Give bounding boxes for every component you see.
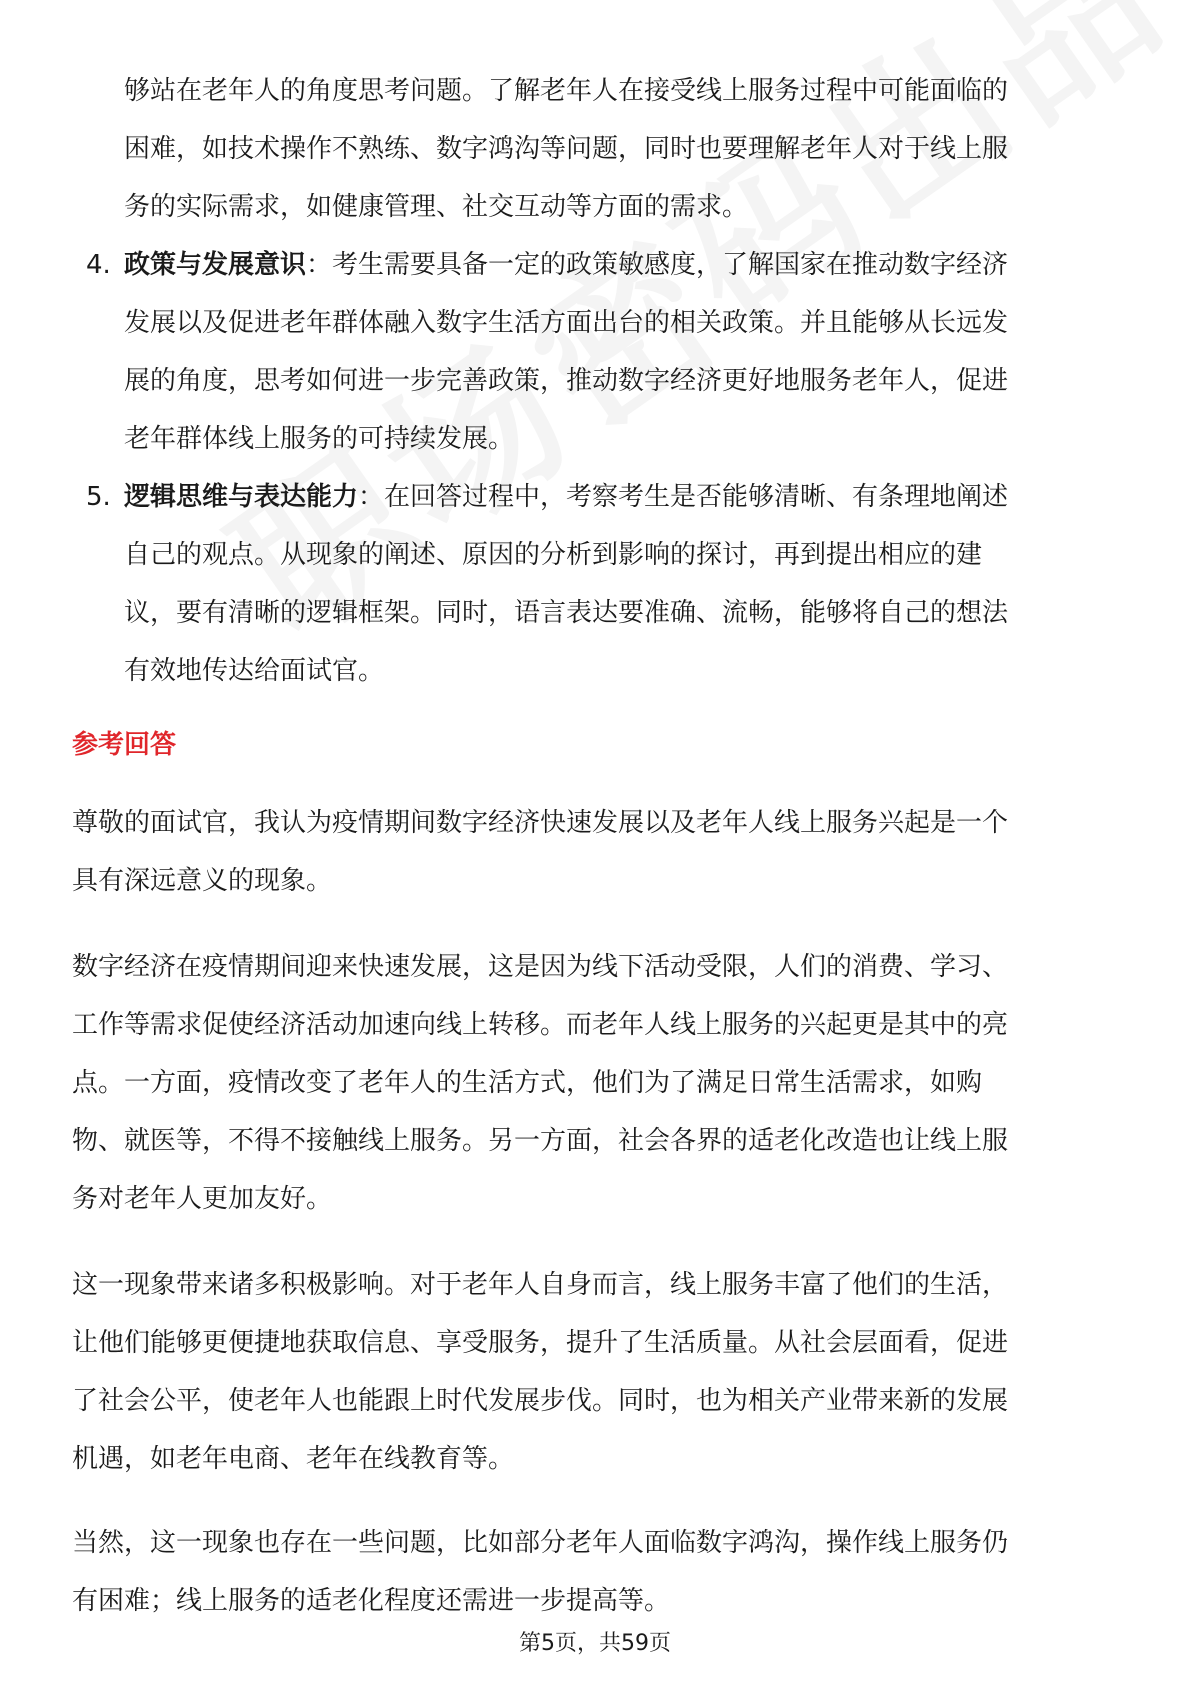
- paragraph-line: 让他们能够更便捷地获取信息、享受服务，提升了生活质量。从社会层面看，促进: [72, 1328, 1009, 1358]
- item5-line-3: 议，要有清晰的逻辑框架。同时，语言表达要准确、流畅，能够将自己的想法: [124, 598, 1009, 628]
- paragraph-line: 了社会公平，使老年人也能跟上时代发展步伐。同时，也为相关产业带来新的发展: [72, 1386, 1009, 1416]
- item5-first-line: ：在回答过程中，考察考生是否能够清晰、有条理地阐述: [358, 482, 1009, 512]
- paragraph-line: 工作等需求促使经济活动加速向线上转移。而老年人线上服务的兴起更是其中的亮: [72, 1010, 1009, 1040]
- paragraph-line: 机遇，如老年电商、老年在线教育等。: [72, 1444, 515, 1474]
- item4-first-line: ：考生需要具备一定的政策敏感度，了解国家在推动数字经济: [306, 250, 1009, 280]
- paragraph-line: 当然，这一现象也存在一些问题，比如部分老年人面临数字鸿沟，操作线上服务仍: [72, 1528, 1009, 1558]
- item3-line-1: 够站在老年人的角度思考问题。了解老年人在接受线上服务过程中可能面临的: [124, 76, 1009, 106]
- paragraph-line: 这一现象带来诸多积极影响。对于老年人自身而言，线上服务丰富了他们的生活，: [72, 1270, 1009, 1300]
- section-title: 参考回答: [72, 730, 177, 760]
- paragraph-line: 数字经济在疫情期间迎来快速发展，这是因为线下活动受限，人们的消费、学习、: [72, 952, 1009, 982]
- paragraph-4: [72, 1514, 1122, 1630]
- paragraph-2: [72, 938, 1122, 1228]
- item4-number: 4.: [86, 250, 111, 280]
- item4-line-2: 发展以及促进老年群体融入数字生活方面出台的相关政策。并且能够从长远发: [124, 308, 1009, 338]
- list-item-5: [72, 468, 1122, 526]
- criteria-list: [72, 62, 1122, 700]
- item3-line-2: 困难，如技术操作不熟练、数字鸿沟等问题，同时也要理解老年人对于线上服: [124, 134, 1009, 164]
- item5-line-2: 自己的观点。从现象的阐述、原因的分析到影响的探讨，再到提出相应的建: [124, 540, 983, 570]
- item4-title: 政策与发展意识: [124, 250, 307, 280]
- item4-line-3: 展的角度，思考如何进一步完善政策，推动数字经济更好地服务老年人，促进: [124, 366, 1009, 396]
- item4-line-4: 老年群体线上服务的可持续发展。: [124, 424, 515, 454]
- item5-number: 5.: [86, 482, 111, 512]
- paragraph-line: 点。一方面，疫情改变了老年人的生活方式，他们为了满足日常生活需求，如购: [72, 1068, 983, 1098]
- paragraph-1: [72, 794, 1122, 910]
- paragraph-line: 尊敬的面试官，我认为疫情期间数字经济快速发展以及老年人线上服务兴起是一个: [72, 808, 1009, 838]
- page-footer: 第5页，共59页: [519, 1631, 671, 1656]
- paragraph-line: 务对老年人更加友好。: [72, 1184, 333, 1214]
- paragraph-line: 具有深远意义的现象。: [72, 866, 333, 896]
- list-item-4: [72, 236, 1122, 294]
- item5-line-4: 有效地传达给面试官。: [124, 656, 385, 686]
- item3-line-3: 务的实际需求，如健康管理、社交互动等方面的需求。: [124, 192, 749, 222]
- paragraph-line: 物、就医等，不得不接触线上服务。另一方面，社会各界的适老化改造也让线上服: [72, 1126, 1009, 1156]
- paragraph-3: [72, 1256, 1122, 1488]
- paragraph-line: 有困难；线上服务的适老化程度还需进一步提高等。: [72, 1586, 671, 1616]
- item5-title: 逻辑思维与表达能力: [124, 482, 359, 512]
